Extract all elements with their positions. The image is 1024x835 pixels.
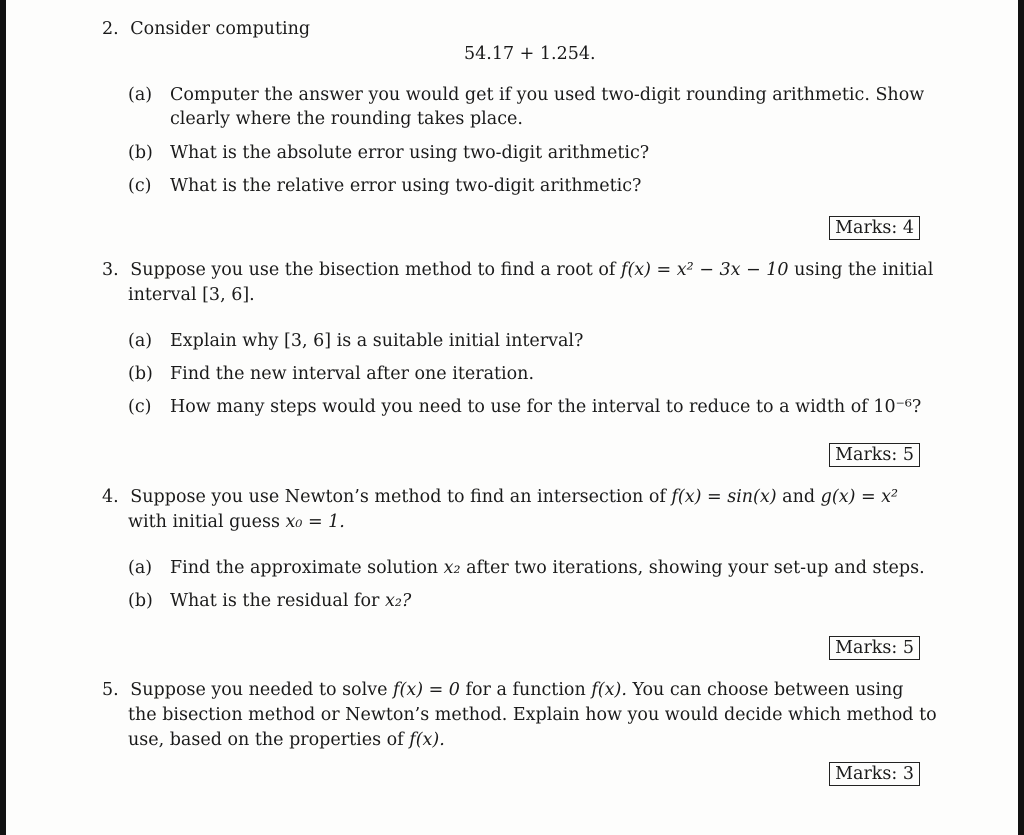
q2a-line2: clearly where the rounding takes place.	[170, 109, 523, 129]
q3-text-a: Suppose you use the bisection method to find a root of	[130, 260, 616, 280]
q2a-line1: Computer the answer you would get if you used two-digit rounding arithmetic. Show	[170, 85, 925, 105]
q4-line1	[102, 485, 898, 509]
q3-function: f(x) = x² − 3x − 10	[620, 260, 789, 280]
q4-text-a: Suppose you use Newton’s method to find an intersection of	[130, 487, 666, 507]
q4-f-function: f(x) = sin(x)	[671, 487, 777, 507]
q3c-text: How many steps would you need to use for the interval to reduce to a width of	[170, 397, 868, 417]
q5-text-d: use, based on the properties of	[128, 730, 404, 750]
q3-line2: interval [3, 6].	[128, 285, 255, 305]
q2-number: 2.	[102, 19, 119, 39]
q5-fx2: f(x).	[409, 730, 445, 750]
q5-text-c: You can choose between using	[632, 680, 904, 700]
q5-line1	[102, 678, 903, 702]
q2c-label: (c)	[128, 176, 152, 196]
q4a-label: (a)	[128, 558, 153, 578]
q5-text-b: for a function	[465, 680, 586, 700]
q3a-text: Explain why [3, 6] is a suitable initial interval?	[170, 331, 584, 351]
q4-text-b: with initial guess	[128, 512, 280, 532]
q4-line2	[128, 510, 345, 534]
q4-initial-guess: x₀ = 1.	[285, 512, 345, 532]
q5-text-a: Suppose you needed to solve	[130, 680, 388, 700]
q4-marks-box: Marks: 5	[829, 636, 920, 660]
q2c-text: What is the relative error using two-digit arithmetic?	[170, 176, 642, 196]
q5-line3	[128, 728, 445, 752]
q3c-line	[170, 395, 921, 419]
q4b-label: (b)	[128, 591, 153, 611]
q3-number: 3.	[102, 260, 119, 280]
q3-line1	[102, 258, 933, 282]
q2a-label: (a)	[128, 85, 153, 105]
q3c-label: (c)	[128, 397, 152, 417]
q3b-text: Find the new interval after one iteration.	[170, 364, 535, 384]
exam-page	[6, 0, 1018, 835]
q3-text-b: using the initial	[794, 260, 934, 280]
q2-expression: 54.17 + 1.254.	[464, 44, 596, 64]
q5-marks-box: Marks: 3	[829, 762, 920, 786]
q2-stem: Consider computing	[130, 19, 311, 39]
q3-marks-box: Marks: 5	[829, 443, 920, 467]
q4b-var: x₂?	[384, 591, 412, 611]
q4b-text: What is the residual for	[170, 591, 380, 611]
q4a-var: x₂	[443, 558, 461, 578]
q2-marks-box: Marks: 4	[829, 216, 920, 240]
q5-line2: the bisection method or Newton’s method. Explain how you would decide which method to	[128, 705, 937, 725]
q4a-text-b: after two iterations, showing your set-up and steps.	[466, 558, 925, 578]
q5-number: 5.	[102, 680, 119, 700]
q5-equation: f(x) = 0	[393, 680, 460, 700]
q4-g-function: g(x) = x²	[820, 487, 899, 507]
q2-heading	[102, 17, 310, 41]
q2b-label: (b)	[128, 143, 153, 163]
q4a-text-a: Find the approximate solution	[170, 558, 439, 578]
q3a-label: (a)	[128, 331, 153, 351]
q4b-line	[170, 589, 411, 613]
q4-and: and	[782, 487, 816, 507]
q5-fx: f(x).	[591, 680, 627, 700]
q3b-label: (b)	[128, 364, 153, 384]
q4-number: 4.	[102, 487, 119, 507]
q4a-line	[170, 556, 925, 580]
q2b-text: What is the absolute error using two-digit arithmetic?	[170, 143, 650, 163]
q3c-power: 10⁻⁶?	[873, 397, 922, 417]
